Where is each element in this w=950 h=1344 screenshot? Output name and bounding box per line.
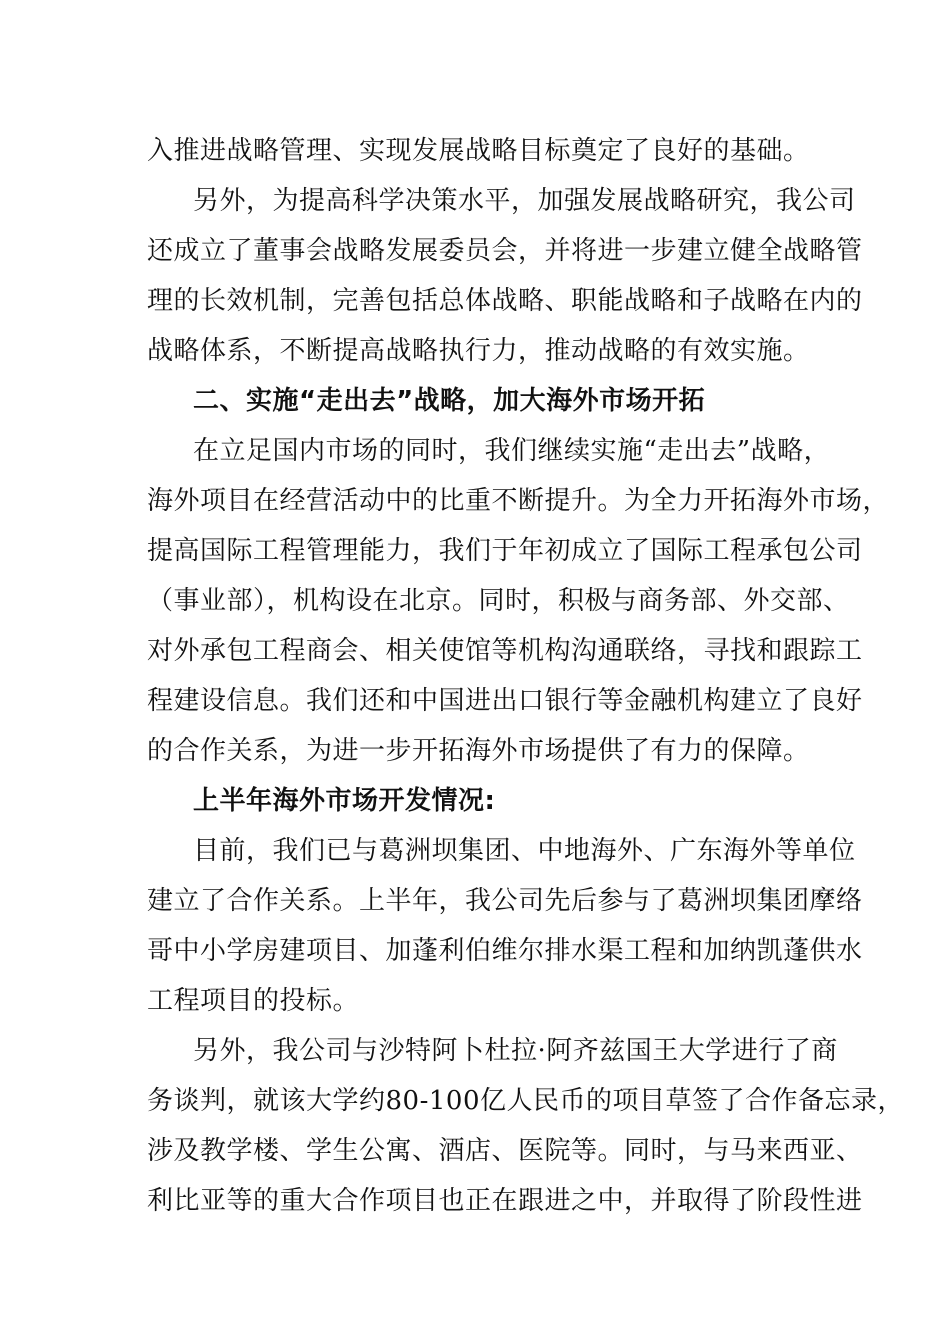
paragraph-first-line: 另外，我公司与沙特阿卜杜拉·阿齐兹国王大学进行了商 <box>193 1036 838 1066</box>
body-text-line: 海外项目在经营活动中的比重不断提升。为全力开拓海外市场， <box>147 486 890 516</box>
section-heading: 二、实施“走出去”战略，加大海外市场开拓 <box>193 386 706 416</box>
paragraph-first-line: 另外，为提高科学决策水平，加强发展战略研究，我公司 <box>193 186 856 216</box>
body-text-line: 程建设信息。我们还和中国进出口银行等金融机构建立了良好 <box>147 686 863 716</box>
body-text-line: 对外承包工程商会、相关使馆等机构沟通联络，寻找和跟踪工 <box>147 636 863 666</box>
paragraph-first-line: 在立足国内市场的同时，我们继续实施“走出去”战略， <box>193 436 831 466</box>
body-text-line: 提高国际工程管理能力，我们于年初成立了国际工程承包公司 <box>147 536 863 566</box>
body-text-line: 的合作关系，为进一步开拓海外市场提供了有力的保障。 <box>147 736 810 766</box>
body-text-line: 还成立了董事会战略发展委员会，并将进一步建立健全战略管 <box>147 236 863 266</box>
body-text-line: 务谈判，就该大学约80-100亿人民币的项目草签了合作备忘录， <box>147 1086 904 1116</box>
body-text-line: 入推进战略管理、实现发展战略目标奠定了良好的基础。 <box>147 136 810 166</box>
paragraph-first-line: 目前，我们已与葛洲坝集团、中地海外、广东海外等单位 <box>193 836 856 866</box>
body-text-line: 涉及教学楼、学生公寓、酒店、医院等。同时，与马来西亚、 <box>147 1136 863 1166</box>
body-text-line: 战略体系，不断提高战略执行力，推动战略的有效实施。 <box>147 336 810 366</box>
body-text-line: 理的长效机制，完善包括总体战略、职能战略和子战略在内的 <box>147 286 863 316</box>
body-text-line: 哥中小学房建项目、加蓬利伯维尔排水渠工程和加纳凯蓬供水 <box>147 936 863 966</box>
subsection-heading: 上半年海外市场开发情况: <box>193 786 496 816</box>
body-text-line: 利比亚等的重大合作项目也正在跟进之中，并取得了阶段性进 <box>147 1186 863 1216</box>
body-text-line: 建立了合作关系。上半年，我公司先后参与了葛洲坝集团摩络 <box>147 886 863 916</box>
body-text-line: （事业部），机构设在北京。同时，积极与商务部、外交部、 <box>147 586 850 616</box>
body-text-line: 工程项目的投标。 <box>147 986 360 1016</box>
